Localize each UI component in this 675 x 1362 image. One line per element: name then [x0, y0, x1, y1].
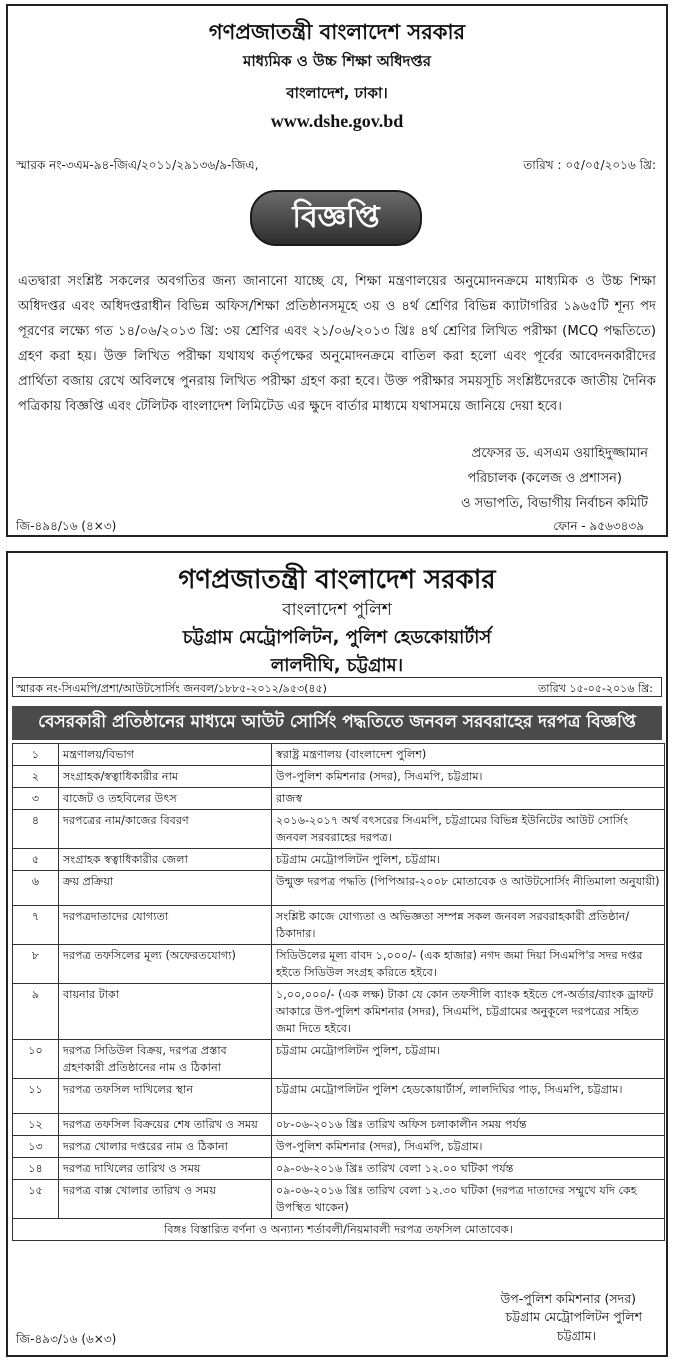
row-label: দরপত্র দাখিলের তারিখ ও সময় — [59, 1158, 272, 1180]
row-value: ০৯-০৬-২০১৬ খ্রিঃ তারিখ বেলা ১২.৩০ ঘটিকা (দরপত্র দাতাদের সম্মুখে যদি কেহ উপস্থিত থাকেন) — [272, 1180, 665, 1219]
row-value: চট্টগ্রাম মেট্রোপলিটন পুলিশ, চট্টগ্রাম। — [272, 849, 665, 871]
row-value: ১,০০,০০০/- (এক লক্ষ) টাকা যে কোন তফসীলি ব্যাংক হইতে পে-অর্ডার/ব্যাংক ড্রাফট আকারে উপ-পুলিশ কমিশনার (সদর), সিএমপি, চট্টগ্রামের অনুকূলে দরপত্রের সহিত জমা দিতে হইবে। — [272, 984, 665, 1040]
row-label: দরপত্র তফসিল বিক্রয়ের শেষ তারিখ ও সময় — [59, 1114, 272, 1136]
notice1-badge: বিজ্ঞপ্তি — [250, 190, 422, 246]
notice-cmp-tender — [6, 551, 668, 1357]
table-row — [13, 788, 665, 810]
notice2-signatory-office: চট্টগ্রাম মেট্রোপলিটন পুলিশ — [505, 1309, 642, 1324]
table-row — [13, 849, 665, 871]
notice1-phone: ফোন - ৯৫৬৩৪৩৯ — [553, 519, 644, 533]
notice-dshe — [6, 4, 668, 537]
row-label: সংগ্রাহক/স্বত্বাধিকারীর নাম — [59, 766, 272, 788]
row-value: চট্টগ্রাম মেট্রোপলিটন পুলিশ, চট্টগ্রাম। — [272, 1040, 665, 1079]
table-note: বিঙ্গঃ বিস্তারিত বর্ণনা ও অন্যান্য শর্তাবলী/নিয়মাবলী দরপত্র তফসিল মোতাবেক। — [13, 1219, 665, 1241]
notice1-signatory-role: ও সভাপতি, বিভাগীয় নির্বাচন কমিটি — [461, 496, 648, 511]
row-value: ০৯-০৬-২০১৬ খ্রিঃ তারিখ বেলা ১২.০০ ঘটিকা পর্যন্ত — [272, 1158, 665, 1180]
row-label: দরপত্র বাক্স খোলার তারিখ ও সময় — [59, 1180, 272, 1219]
notice1-department: মাধ্যমিক ও উচ্চ শিক্ষা অধিদপ্তর — [242, 52, 431, 70]
notice1-city: বাংলাদেশ, ঢাকা। — [286, 84, 388, 102]
row-number: ১৩ — [13, 1136, 59, 1158]
row-number: ১২ — [13, 1114, 59, 1136]
row-label: দরপত্র তফসিলের মূল্য (অফেরতযোগ্য) — [59, 945, 272, 984]
notice1-memo-number: স্মারক নং-৩এম-৯৪-জিএ/২০১১/২৯১৩৬/৯-জিএ, — [16, 158, 259, 172]
row-number: ৮ — [13, 945, 59, 984]
row-number: ১১ — [13, 1079, 59, 1114]
row-value: সিডিউলের মূল্য বাবদ ১,০০০/- (এক হাজার) নগদ জমা দিয়া সিএমপি'র সদর দপ্তর হইতে সিডিউল সংগ্রহ করিতে হইবে। — [272, 945, 665, 984]
row-value: রাজস্ব — [272, 788, 665, 810]
table-row — [13, 906, 665, 945]
row-number: ৬ — [13, 871, 59, 906]
row-value: উন্মুক্ত দরপত্র পদ্ধতি (পিপিআর-২০০৮ মোতাবেক ও আউটসোর্সিং নীতিমালা অনুযায়ী) — [272, 871, 665, 906]
row-value: ০৮-০৬-২০১৬ খ্রিঃ তারিখ অফিস চলাকালীন সময় পর্যন্ত — [272, 1114, 665, 1136]
tender-table — [12, 743, 665, 1241]
row-number: ৭ — [13, 906, 59, 945]
table-row — [13, 1136, 665, 1158]
notice1-signatory-title: পরিচালক (কলেজ ও প্রশাসন) — [467, 471, 622, 486]
row-label: বাজেট ও তহবিলের উৎস — [59, 788, 272, 810]
notice2-office: চট্টগ্রাম মেট্রোপলিটন, পুলিশ হেডকোয়ার্টার্স — [182, 627, 492, 648]
notice1-title: গণপ্রজাতন্ত্রী বাংলাদেশ সরকার — [208, 20, 466, 44]
table-row — [13, 744, 665, 766]
table-row — [13, 1114, 665, 1136]
table-row — [13, 766, 665, 788]
row-label: সংগ্রাহক স্বত্বাধিকারীর জেলা — [59, 849, 272, 871]
notice2-title: গণপ্রজাতন্ত্রী বাংলাদেশ সরকার — [178, 565, 496, 595]
table-row — [13, 1079, 665, 1114]
row-label: দরপত্র তফসিল দাখিলের স্থান — [59, 1079, 272, 1114]
table-row — [13, 1040, 665, 1079]
row-number: ৯ — [13, 984, 59, 1040]
table-row — [13, 1180, 665, 1219]
row-label: দরপত্রদাতাদের যোগ্যতা — [59, 906, 272, 945]
row-value: উপ-পুলিশ কমিশনার (সদর), সিএমপি, চট্টগ্রাম। — [272, 766, 665, 788]
row-number: ১৫ — [13, 1180, 59, 1219]
notice2-date: তারিখ ১৫-০৫-২০১৬ খ্রি: — [538, 682, 653, 695]
row-value: উপ-পুলিশ কমিশনার (সদর), সিএমপি, চট্টগ্রাম। — [272, 1136, 665, 1158]
notice2-memo-number: স্মারক নং-সিএমপি/প্রশা/আউটসোর্সিং জনবল/১৮৮৫-২০১২/৯৫৩(৪৫) — [16, 682, 327, 695]
notice1-website: www.dshe.gov.bd — [270, 111, 404, 131]
row-value: স্বরাষ্ট্র মন্ত্রণালয় (বাংলাদেশ পুলিশ) — [272, 744, 665, 766]
table-row — [13, 984, 665, 1040]
notice1-date: তারিখ : ০৫/০৫/২০১৬ খ্রি: — [523, 158, 656, 172]
table-row — [13, 945, 665, 984]
table-row — [13, 871, 665, 906]
notice1-code: জি-৪৯৪/১৬ (৪×৩) — [16, 519, 117, 533]
table-note-row — [13, 1219, 665, 1241]
row-number: ১৪ — [13, 1158, 59, 1180]
notice2-code: জি-৪৯৩/১৬ (৬×৩) — [16, 1332, 117, 1346]
row-number: ৪ — [13, 810, 59, 849]
notice2-signatory-city: চট্টগ্রাম। — [556, 1328, 596, 1343]
notice2-banner: বেসরকারী প্রতিষ্ঠানের মাধ্যমে আউট সোর্সিং পদ্ধতিতে জনবল সরবরাহের দরপত্র বিজ্ঞপ্তি — [12, 706, 662, 740]
notice1-signatory-name: প্রফেসর ড. এসএম ওয়াহিদুজ্জামান — [471, 446, 648, 461]
notice2-address: লালদীঘি, চট্টগ্রাম। — [270, 655, 404, 676]
row-label: বায়নার টাকা — [59, 984, 272, 1040]
row-value: চট্টগ্রাম মেট্রোপলিটন পুলিশ হেডকোয়ার্টার্স, লালদিঘির পাড়, সিএমপি, চট্টগ্রাম। — [272, 1079, 665, 1114]
row-label: দরপত্রের নাম/কাজের বিবরণ — [59, 810, 272, 849]
notice2-meta-bar — [12, 677, 662, 697]
row-label: মন্ত্রণালয়/বিভাগ — [59, 744, 272, 766]
row-label: ক্রয় প্রক্রিয়া — [59, 871, 272, 906]
row-value: সংশ্লিষ্ট কাজে যোগ্যতা ও অভিজ্ঞতা সম্পন্ন সকল জনবল সরবরাহকারী প্রতিষ্ঠান/ঠিকাদার। — [272, 906, 665, 945]
notice1-body: এতদ্বারা সংশ্লিষ্ট সকলের অবগতির জন্য জানানো যাচ্ছে যে, শিক্ষা মন্ত্রণালয়ের অনুমোদনক্রমে মাধ্যমিক ও উচ্চ শিক্ষা অধিদপ্তর এবং অধিদপ্তরাধীন বিভিন্ন অফিস/শিক্ষা প্রতিষ্ঠানসমূহে ৩য় ও ৪র্থ শ্রেণির বিভিন্ন ক্যাটাগরির ১৯৬৫টি শূন্য পদ পূরণের লক্ষ্যে গত ১৪/০৬/২০১৩ খ্রি: ৩য় শ্রেণির এবং ২১/০৬/২০১৩ খ্রিঃ ৪র্থ শ্রেণির লিখিত পরীক্ষা (MCQ পদ্ধতিতে) গ্রহণ করা হয়। উক্ত লিখিত পরীক্ষা যথাযথ কর্তৃপক্ষের অনুমোদনক্রমে বাতিল করা হলো এবং পূর্বের আবেদনকারীদের প্রার্থিতা বজায় রেখে অবিলম্বে পুনরায় লিখিত পরীক্ষা গ্রহণ করা হবে। উক্ত পরীক্ষার সময়সূচি সংশ্লিষ্টদেরকে জাতীয় দৈনিক পত্রিকায় বিজ্ঞপ্তি এবং টেলিটক বাংলাদেশ লিমিটেড এর ক্ষুদে বার্তার মাধ্যমে যথাসময়ে জানিয়ে দেয়া হবে। — [18, 274, 656, 414]
table-row — [13, 1158, 665, 1180]
notice2-signatory-title: উপ-পুলিশ কমিশনার (সদর) — [500, 1291, 636, 1306]
notice2-agency: বাংলাদেশ পুলিশ — [282, 600, 392, 620]
row-number: ৫ — [13, 849, 59, 871]
row-number: ১০ — [13, 1040, 59, 1079]
row-number: ১ — [13, 744, 59, 766]
table-row — [13, 810, 665, 849]
row-label: দরপত্র সিডিউল বিক্রয়, দরপত্র প্রস্তাব গ্রহণকারী প্রতিষ্ঠানের নাম ও ঠিকানা — [59, 1040, 272, 1079]
row-number: ২ — [13, 766, 59, 788]
row-number: ৩ — [13, 788, 59, 810]
row-label: দরপত্র খোলার দপ্তরের নাম ও ঠিকানা — [59, 1136, 272, 1158]
row-value: ২০১৬-২০১৭ অর্থ বৎসরের সিএমপি, চট্টগ্রামের বিভিন্ন ইউনিটের আউট সোর্সিং জনবল সরবরাহের দরপত্র। — [272, 810, 665, 849]
